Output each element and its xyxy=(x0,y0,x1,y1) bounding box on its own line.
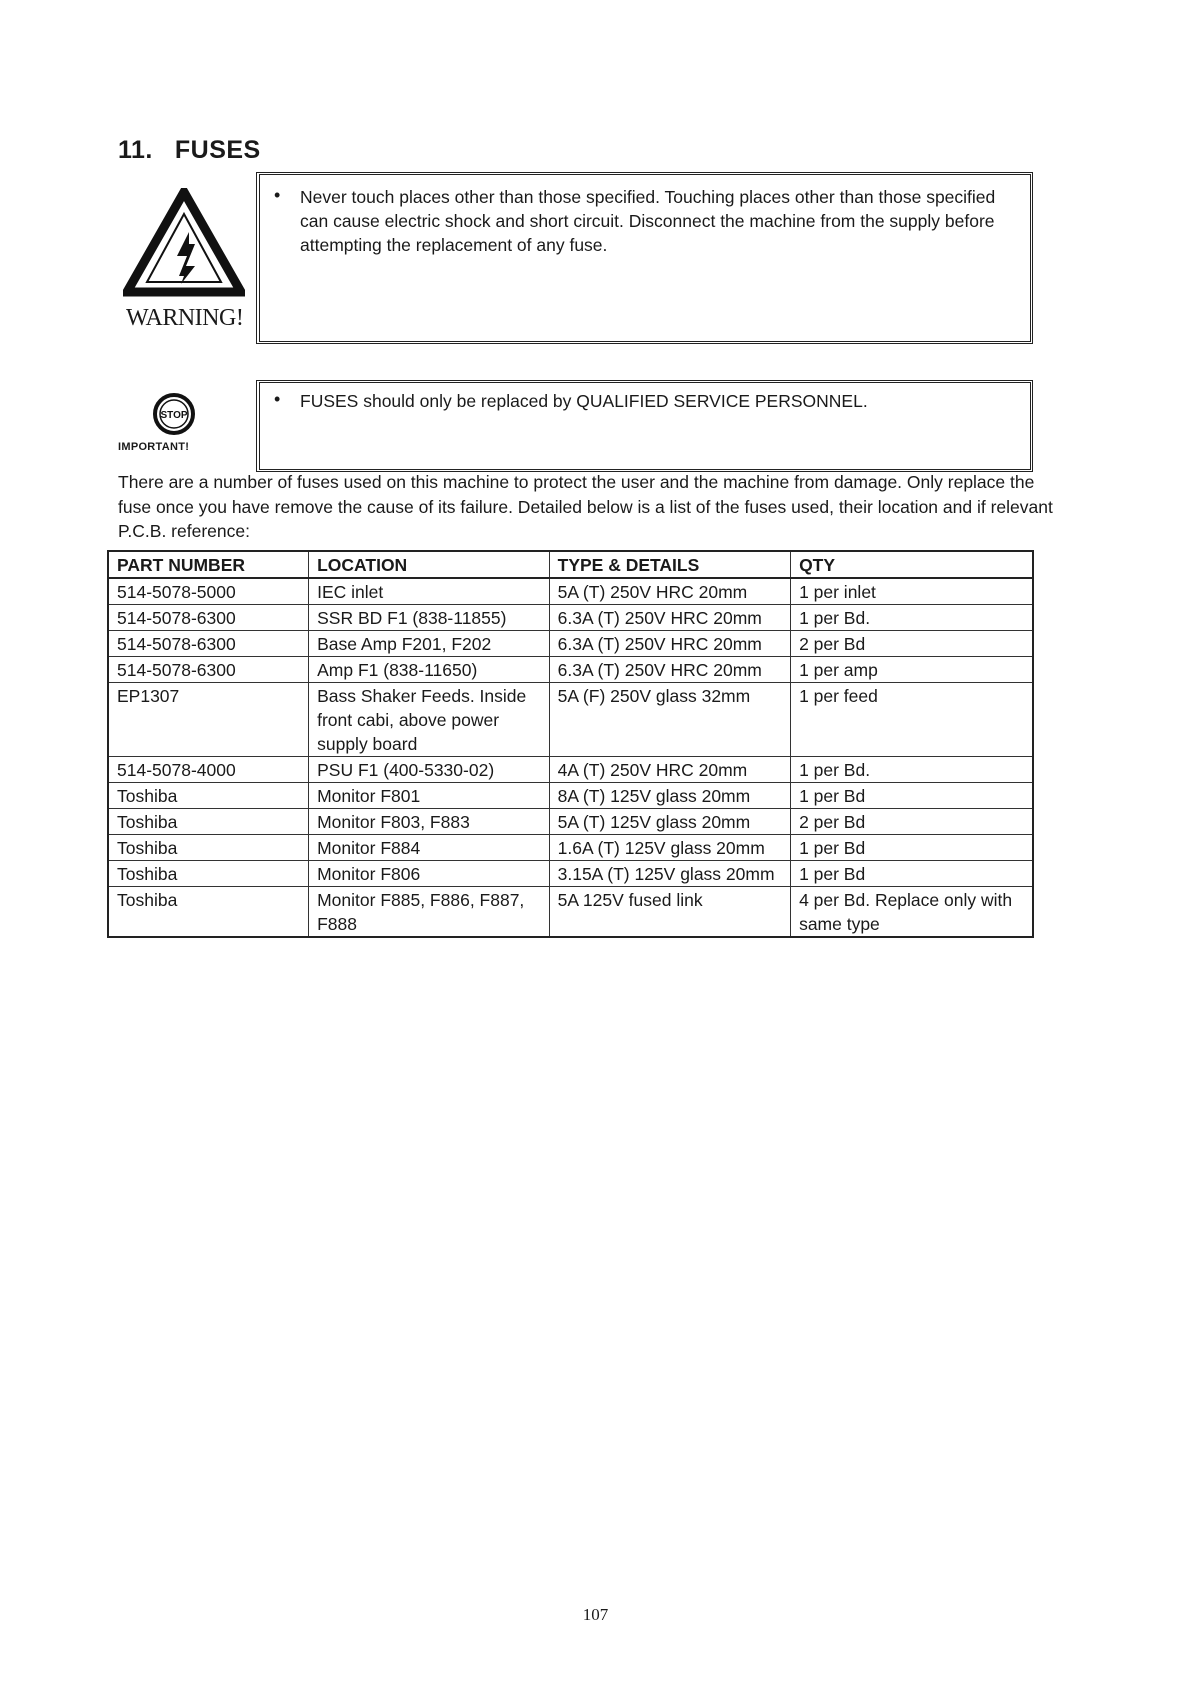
cell-type-details: 4A (T) 250V HRC 20mm xyxy=(549,757,790,783)
cell-part-number: 514-5078-6300 xyxy=(108,605,309,631)
important-label: IMPORTANT! xyxy=(118,441,190,453)
cell-qty: 1 per Bd. xyxy=(791,757,1033,783)
table-row xyxy=(108,605,1033,631)
header-part-number: PART NUMBER xyxy=(108,551,309,578)
warning-bullet: • xyxy=(274,185,281,205)
section-title: FUSES xyxy=(174,136,261,164)
section-number: 11. xyxy=(118,136,153,164)
important-box xyxy=(256,380,1033,472)
cell-qty: 1 per feed xyxy=(791,683,1033,757)
header-qty: QTY xyxy=(791,551,1033,578)
fuse-table xyxy=(107,550,1034,938)
cell-location: IEC inlet xyxy=(309,578,550,605)
electric-hazard-warning-icon xyxy=(123,188,245,298)
cell-qty: 4 per Bd. Replace only with same type xyxy=(791,887,1033,938)
cell-qty: 1 per inlet xyxy=(791,578,1033,605)
warning-text: Never touch places other than those specified. Touching places other than those specified can cause electric shock and short circuit. Disconnect the machine from the supply before attempting the replacement of any fuse. xyxy=(300,187,996,255)
cell-type-details: 1.6A (T) 125V glass 20mm xyxy=(549,835,790,861)
cell-location: Amp F1 (838-11650) xyxy=(309,657,550,683)
cell-part-number: EP1307 xyxy=(108,683,309,757)
cell-location: Monitor F885, F886, F887, F888 xyxy=(309,887,550,938)
cell-type-details: 8A (T) 125V glass 20mm xyxy=(549,783,790,809)
cell-part-number: Toshiba xyxy=(108,835,309,861)
section-heading xyxy=(118,136,261,165)
intro-paragraph: There are a number of fuses used on this machine to protect the user and the machine from damage. Only replace the fuse once you have remove the cause of its failure. Detailed below is a list of the fuses used, their location and if relevant P.C.B. reference: xyxy=(118,472,1053,541)
cell-location: Base Amp F201, F202 xyxy=(309,631,550,657)
table-row xyxy=(108,809,1033,835)
cell-location: PSU F1 (400-5330-02) xyxy=(309,757,550,783)
header-location: LOCATION xyxy=(309,551,550,578)
cell-qty: 1 per amp xyxy=(791,657,1033,683)
important-bullet: • xyxy=(274,389,281,409)
cell-location: Monitor F806 xyxy=(309,861,550,887)
cell-location: Monitor F801 xyxy=(309,783,550,809)
cell-part-number: Toshiba xyxy=(108,861,309,887)
cell-part-number: 514-5078-4000 xyxy=(108,757,309,783)
cell-type-details: 5A (T) 125V glass 20mm xyxy=(549,809,790,835)
cell-part-number: 514-5078-6300 xyxy=(108,631,309,657)
cell-part-number: 514-5078-5000 xyxy=(108,578,309,605)
cell-part-number: Toshiba xyxy=(108,887,309,938)
cell-qty: 2 per Bd xyxy=(791,631,1033,657)
warning-label: WARNING! xyxy=(126,305,244,331)
cell-location: SSR BD F1 (838-11855) xyxy=(309,605,550,631)
cell-part-number: Toshiba xyxy=(108,809,309,835)
table-row xyxy=(108,783,1033,809)
cell-qty: 1 per Bd xyxy=(791,835,1033,861)
table-row xyxy=(108,757,1033,783)
table-row xyxy=(108,835,1033,861)
header-type-details: TYPE & DETAILS xyxy=(549,551,790,578)
cell-qty: 1 per Bd xyxy=(791,861,1033,887)
cell-type-details: 5A (F) 250V glass 32mm xyxy=(549,683,790,757)
warning-box xyxy=(256,172,1033,344)
important-text: FUSES should only be replaced by QUALIFIED SERVICE PERSONNEL. xyxy=(300,391,868,411)
table-row xyxy=(108,657,1033,683)
cell-type-details: 5A 125V fused link xyxy=(549,887,790,938)
cell-location: Monitor F884 xyxy=(309,835,550,861)
page-number: 107 xyxy=(582,1605,609,1624)
cell-type-details: 5A (T) 250V HRC 20mm xyxy=(549,578,790,605)
cell-part-number: Toshiba xyxy=(108,783,309,809)
table-row xyxy=(108,631,1033,657)
table-row xyxy=(108,861,1033,887)
cell-type-details: 6.3A (T) 250V HRC 20mm xyxy=(549,631,790,657)
cell-type-details: 6.3A (T) 250V HRC 20mm xyxy=(549,657,790,683)
cell-type-details: 6.3A (T) 250V HRC 20mm xyxy=(549,605,790,631)
stop-sign-icon xyxy=(152,392,196,436)
cell-qty: 1 per Bd xyxy=(791,783,1033,809)
cell-part-number: 514-5078-6300 xyxy=(108,657,309,683)
table-row xyxy=(108,578,1033,605)
table-row xyxy=(108,683,1033,757)
cell-qty: 1 per Bd. xyxy=(791,605,1033,631)
table-row xyxy=(108,887,1033,938)
cell-location: Monitor F803, F883 xyxy=(309,809,550,835)
table-header-row xyxy=(108,551,1033,578)
stop-icon-text: STOP xyxy=(160,410,188,421)
cell-location: Bass Shaker Feeds. Inside front cabi, above power supply board xyxy=(309,683,550,757)
cell-type-details: 3.15A (T) 125V glass 20mm xyxy=(549,861,790,887)
cell-qty: 2 per Bd xyxy=(791,809,1033,835)
